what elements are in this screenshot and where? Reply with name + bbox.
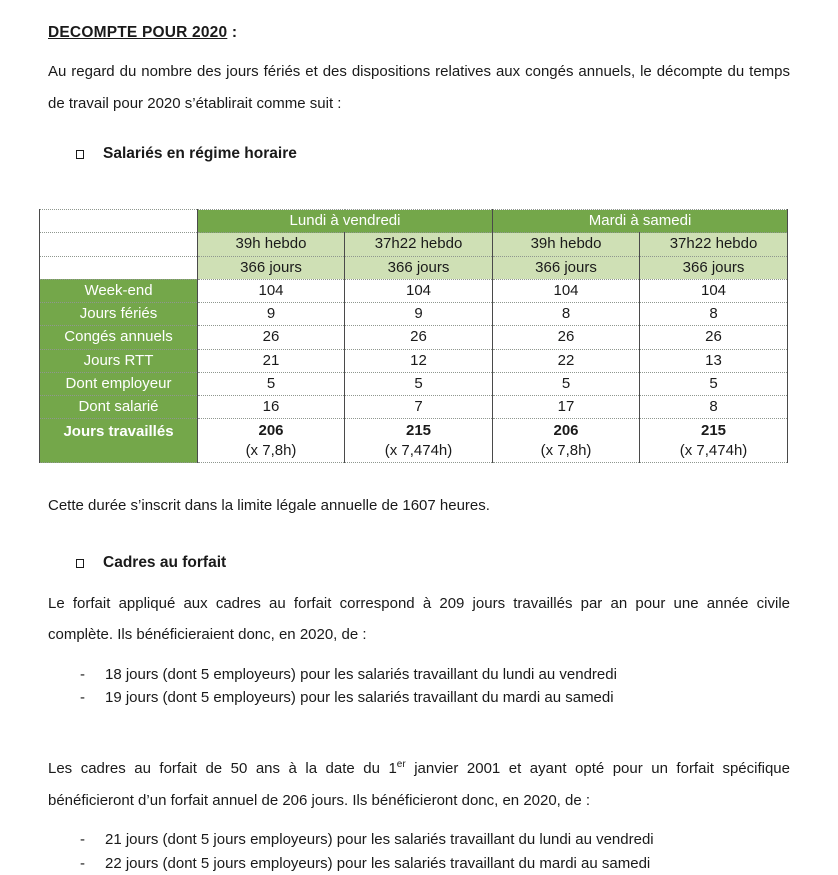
value-cell: 104 [198,279,345,302]
total-value: 206 [258,421,284,439]
list-item [80,663,790,686]
paragraph-text: janvier 2001 et ayant opté pour un forfait spécifique bénéficieront d’un forfait annuel de 206 jours. Ils bénéficieront donc, en 2020, de : [48,760,790,809]
total-value: 215 [405,421,432,439]
section-heading-label: Salariés en régime horaire [103,145,297,162]
sub-header-cell: 39h hebdo [493,233,640,256]
value-cell: 8 [493,303,640,326]
work-days-table [39,209,788,463]
superscript-er: er [396,759,406,771]
value-cell: 5 [345,372,493,395]
square-bullet-icon [76,559,84,568]
legal-limit-note: Cette durée s’inscrit dans la limite légale annuelle de 1607 heures. [48,497,490,515]
days-cell: 366 jours [345,256,493,279]
days-cell: 366 jours [493,256,640,279]
list-item [80,852,790,875]
table-row [40,326,788,349]
row-label-cell: Jours RTT [40,349,198,372]
table-row [40,372,788,395]
list-item-text: 19 jours (dont 5 employeurs) pour les salariés travaillant du mardi au samedi [105,689,614,706]
blank-cell [40,210,198,233]
forfait-paragraph-2 [48,753,790,816]
table-row [40,303,788,326]
table-row-groups [40,210,788,233]
table-row-total [40,419,788,463]
paragraph-text: Les cadres au forfait de 50 ans à la date du 1 [48,760,397,778]
value-cell: 26 [198,326,345,349]
table-row [40,396,788,419]
dash-marker: - [80,689,85,706]
value-cell: 104 [345,279,493,302]
value-cell: 8 [640,396,788,419]
table-row-subheaders [40,233,788,256]
value-cell: 26 [640,326,788,349]
row-label-cell: Jours fériés [40,303,198,326]
row-label-cell: Dont salarié [40,396,198,419]
days-cell: 366 jours [198,256,345,279]
total-value-cell [640,419,788,463]
table-row-days [40,256,788,279]
value-cell: 16 [198,396,345,419]
total-value: 206 [553,421,579,439]
forfait-list-1 [80,663,790,710]
section-heading-cadres [76,554,790,572]
page-title-colon: : [227,24,238,41]
list-item [80,828,790,851]
total-label-cell: Jours travaillés [40,419,198,463]
value-cell: 9 [345,303,493,326]
sub-header-cell: 37h22 hebdo [640,233,788,256]
dash-marker: - [80,854,85,872]
table-row [40,279,788,302]
value-cell: 5 [640,372,788,395]
sub-header-cell: 37h22 hebdo [345,233,493,256]
value-cell: 5 [198,372,345,395]
intro-paragraph: Au regard du nombre des jours fériés et des dispositions relatives aux congés annuels, le décompte du temps de travail pour 2020 s’établirait comme suit : [48,63,790,112]
value-cell: 9 [198,303,345,326]
list-item-text: 18 jours (dont 5 employeurs) pour les salariés travaillant du lundi au vendredi [105,665,617,683]
value-cell: 13 [640,349,788,372]
value-cell: 104 [640,279,788,302]
value-cell: 104 [493,279,640,302]
days-cell: 366 jours [640,256,788,279]
sub-header-cell: 39h hebdo [198,233,345,256]
row-label-cell: Dont employeur [40,372,198,395]
column-group-header: Mardi à samedi [493,210,788,233]
page-title [48,24,790,42]
total-value-cell [198,419,345,463]
section-heading-salaries [76,145,790,163]
blank-cell [40,233,198,256]
row-label-cell: Congés annuels [40,326,198,349]
list-item [80,686,790,709]
value-cell: 21 [198,349,345,372]
value-cell: 22 [493,349,640,372]
value-cell: 7 [345,396,493,419]
blank-cell [40,256,198,279]
forfait-list-2 [80,828,790,875]
value-cell: 8 [640,303,788,326]
page-title-text: DECOMPTE POUR 2020 [48,24,228,41]
value-cell: 5 [493,372,640,395]
value-cell: 26 [493,326,640,349]
list-item-text: 21 jours (dont 5 jours employeurs) pour les salariés travaillant du lundi au vendredi [105,831,654,849]
forfait-paragraph-1: Le forfait appliqué aux cadres au forfait correspond à 209 jours travaillés par an pour une année civile complète. Ils bénéficieraient donc, en 2020, de : [48,594,790,644]
column-group-header: Lundi à vendredi [198,210,493,233]
value-cell: 17 [493,396,640,419]
dash-marker: - [80,665,85,683]
square-bullet-icon [76,150,84,159]
dash-marker: - [80,831,85,849]
total-sub-value: (x 7,8h) [540,441,592,459]
total-value-cell [493,419,640,463]
total-value: 215 [701,421,727,439]
section-heading-label: Cadres au forfait [103,553,227,571]
total-sub-value: (x 7,474h) [384,441,453,459]
value-cell: 26 [345,326,493,349]
table-row [40,349,788,372]
total-sub-value: (x 7,8h) [245,441,297,459]
list-item-text: 22 jours (dont 5 jours employeurs) pour les salariés travaillant du mardi au samedi [105,854,651,872]
total-sub-value: (x 7,474h) [679,441,748,459]
value-cell: 12 [345,349,493,372]
total-value-cell [345,419,493,463]
row-label-cell: Week-end [40,279,198,302]
